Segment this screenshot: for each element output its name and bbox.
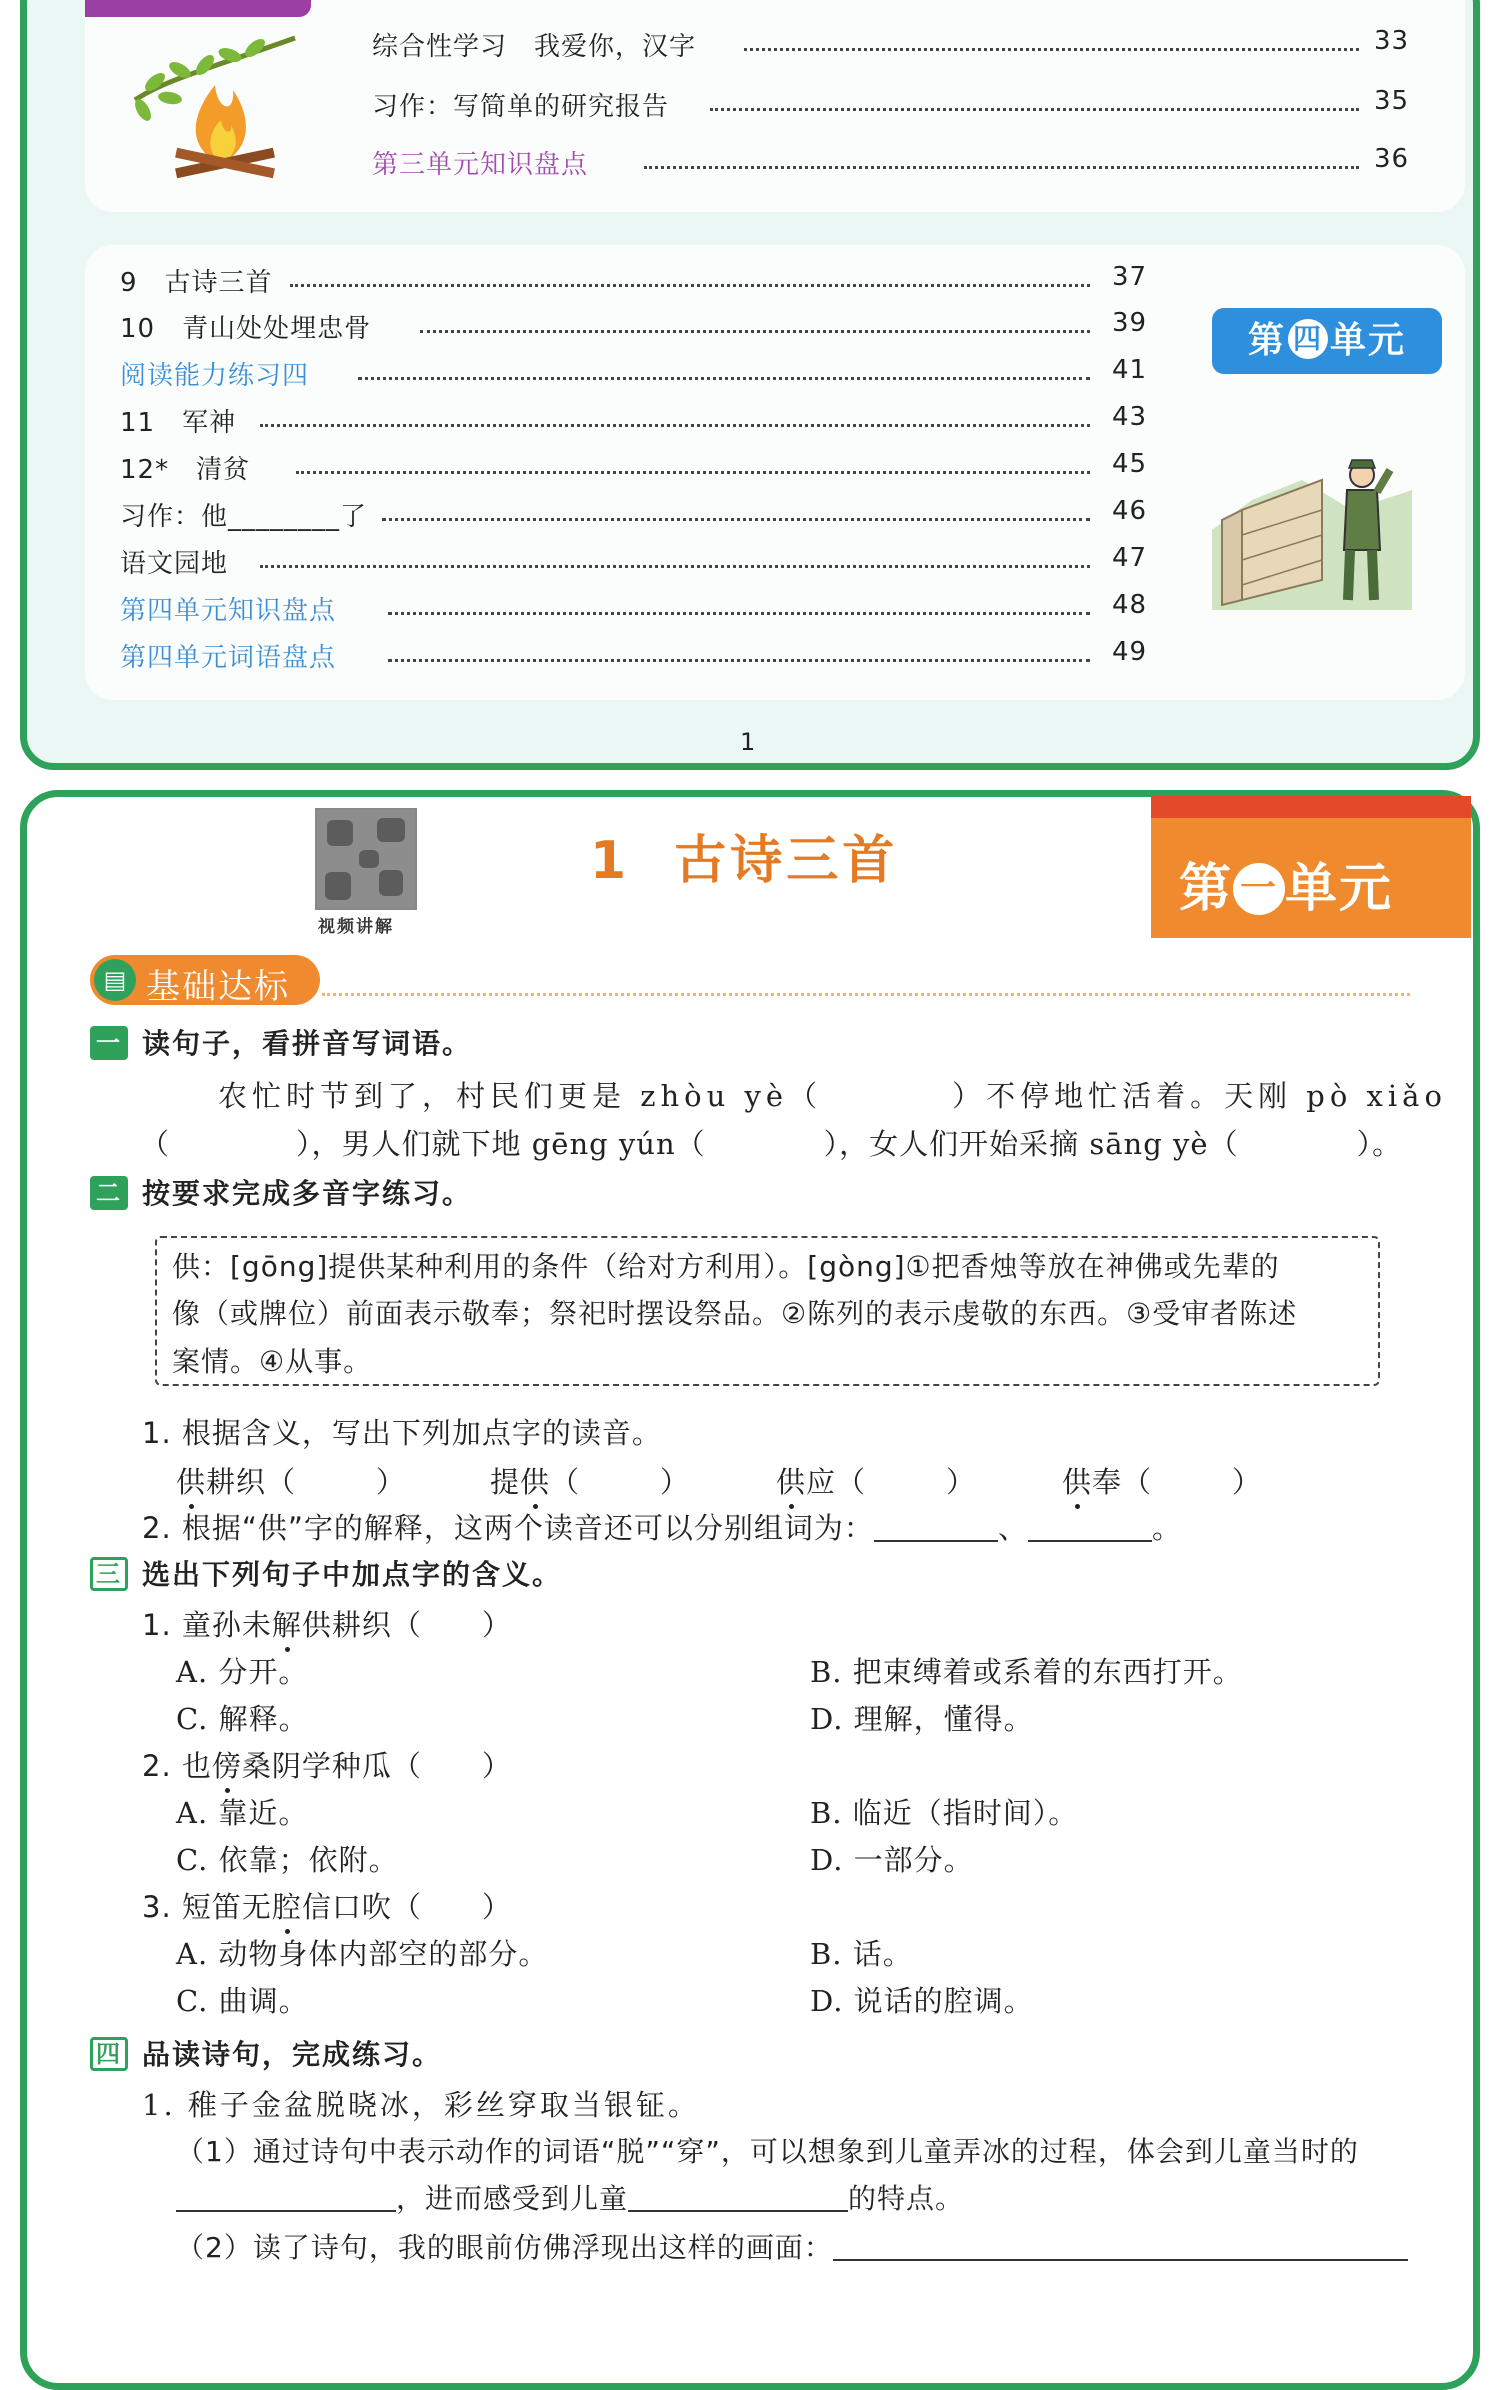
text-segment: 。 xyxy=(1151,1511,1182,1545)
answer-blank[interactable] xyxy=(1028,1540,1152,1542)
sub-question xyxy=(176,2226,1408,2266)
choice-option[interactable]: B. 话。 xyxy=(810,1937,913,1971)
answer-blank[interactable] xyxy=(833,2259,1408,2261)
answer-blank[interactable] xyxy=(628,2210,848,2212)
choice-option[interactable]: D. 理解，懂得。 xyxy=(810,1702,1034,1736)
badge-text xyxy=(1179,846,1393,921)
choice-option[interactable]: D. 说话的腔调。 xyxy=(810,1984,1034,2018)
lesson-number: 1 xyxy=(590,831,631,891)
answer-blank[interactable] xyxy=(176,2210,396,2212)
toc-leader-dots xyxy=(382,518,1090,521)
toc-page-number: 37 xyxy=(1112,262,1148,292)
toc-leader-dots xyxy=(644,166,1359,169)
choice-option[interactable]: C. 依靠；依附。 xyxy=(176,1843,399,1877)
text-segment: （2）读了诗句，我的眼前仿佛浮现出这样的画面： xyxy=(176,2231,833,2264)
soldier-great-wall-illustration xyxy=(1212,440,1412,610)
text-segment: 、 xyxy=(997,1511,1028,1545)
question-heading xyxy=(90,1022,472,1062)
toc-title: 习作：他________了 xyxy=(120,502,368,532)
toc-row[interactable] xyxy=(372,144,1412,184)
toc-title: 阅读能力练习四 xyxy=(120,361,310,391)
choice-stem xyxy=(142,1885,512,1926)
question-heading xyxy=(90,1172,472,1212)
dotted-char: 供 xyxy=(520,1465,551,1499)
section-tab xyxy=(90,955,320,1005)
question-text: 选出下列句子中加点字的含义。 xyxy=(142,1558,563,1591)
toc-page-number: 46 xyxy=(1112,496,1148,526)
toc-row[interactable] xyxy=(120,262,1150,302)
question-number: 二 xyxy=(90,1176,128,1210)
text-segment: ） xyxy=(660,1465,691,1499)
text-segment: 奉（ xyxy=(1092,1465,1153,1499)
text-segment: ）不停地忙活着。天刚 pò xiǎo xyxy=(952,1079,1447,1113)
toc-title: 语文园地 xyxy=(120,549,229,579)
text-segment: 农忙时节到了，村民们更是 zhòu yè（ xyxy=(218,1079,823,1113)
document-icon: ▤ xyxy=(94,959,136,1001)
toc-page-number: 41 xyxy=(1112,355,1148,385)
pronunciation-item xyxy=(490,1460,690,1501)
text-segment: 2. 根据“供”字的解释，这两个读音还可以分别组词为： xyxy=(142,1511,874,1545)
text-segment: ） xyxy=(376,1465,407,1499)
text-segment: （ xyxy=(140,1127,171,1161)
q1-line-2 xyxy=(140,1122,1402,1163)
text-segment: ） xyxy=(946,1465,977,1499)
text-segment: ），女人们开始采摘 sāng yè（ xyxy=(823,1127,1239,1161)
badge-text-post: 单元 xyxy=(1285,859,1394,919)
toc-leader-dots xyxy=(358,377,1090,380)
poem-line: 1. 稚子金盆脱晓冰，彩丝穿取当银钲。 xyxy=(142,2088,700,2122)
badge-number: 一 xyxy=(1233,863,1285,915)
toc-row[interactable] xyxy=(372,26,1412,66)
toc-row[interactable] xyxy=(120,308,1150,348)
lesson-title xyxy=(590,818,898,893)
definition-line: 案情。④从事。 xyxy=(172,1345,373,1378)
toc-page-number: 33 xyxy=(1374,26,1410,56)
badge-number: 四 xyxy=(1288,319,1328,359)
badge-text-post: 单元 xyxy=(1330,320,1407,361)
text-segment: 2. 也 xyxy=(142,1749,212,1783)
dotted-char: 供 xyxy=(776,1465,807,1499)
text-segment: （ xyxy=(550,1465,581,1499)
question-number: 一 xyxy=(90,1026,128,1060)
text-segment: 应（ xyxy=(806,1465,867,1499)
choice-option[interactable]: B. 把束缚着或系着的东西打开。 xyxy=(810,1655,1243,1689)
toc-row[interactable] xyxy=(120,496,1150,536)
text-segment: 的特点。 xyxy=(848,2182,965,2215)
definition-line: 像（或牌位）前面表示敬奉；祭祀时摆设祭品。②陈列的表示虔敬的东西。③受审者陈述 xyxy=(172,1297,1298,1330)
sub-question xyxy=(142,1506,1182,1547)
toc-title: 12* 清贫 xyxy=(120,455,251,485)
unit4-badge xyxy=(1212,308,1442,374)
choice-stem xyxy=(142,1744,512,1785)
text-segment: ，进而感受到儿童 xyxy=(396,2182,629,2215)
toc-leader-dots xyxy=(296,471,1090,474)
toc-title: 11 军神 xyxy=(120,408,237,438)
toc-page-number: 47 xyxy=(1112,543,1148,573)
answer-blank[interactable] xyxy=(874,1540,998,1542)
toc-title: 10 青山处处埋忠骨 xyxy=(120,314,372,344)
toc-leader-dots xyxy=(420,330,1090,333)
toc-leader-dots xyxy=(710,108,1359,111)
choice-option[interactable]: A. 分开。 xyxy=(176,1655,309,1689)
text-segment: 1. 童孙未 xyxy=(142,1608,272,1642)
toc-page-number: 39 xyxy=(1112,308,1148,338)
unit3-tab xyxy=(85,0,311,17)
toc-title: 第四单元词语盘点 xyxy=(120,643,337,673)
pronunciation-item xyxy=(176,1460,406,1501)
question-text: 按要求完成多音字练习。 xyxy=(142,1177,473,1210)
text-segment: 供耕织（ ） xyxy=(301,1608,512,1642)
toc-title: 综合性学习 我爱你，汉字 xyxy=(372,32,697,62)
choice-stem xyxy=(142,1603,512,1644)
toc-row[interactable] xyxy=(120,543,1150,583)
toc-title: 第三单元知识盘点 xyxy=(372,150,589,180)
toc-title: 第四单元知识盘点 xyxy=(120,596,337,626)
toc-row[interactable] xyxy=(120,637,1150,677)
badge-text-pre: 第 xyxy=(1247,320,1286,361)
text-segment: 耕织（ xyxy=(206,1465,297,1499)
qr-caption: 视频讲解 xyxy=(318,917,394,937)
toc-row[interactable] xyxy=(120,449,1150,489)
toc-page-number: 49 xyxy=(1112,637,1148,667)
toc-leader-dots xyxy=(260,424,1090,427)
toc-page-number: 43 xyxy=(1112,402,1148,432)
toc-leader-dots xyxy=(388,659,1090,662)
sub-question: （1）通过诗句中表示动作的词语“脱”“穿”，可以想象到儿童弄冰的过程，体会到儿童当时的 xyxy=(176,2135,1359,2168)
dotted-char: 腔 xyxy=(271,1890,302,1924)
sub-question: 1. 根据含义，写出下列加点字的读音。 xyxy=(142,1416,662,1450)
q1-line-1 xyxy=(218,1074,1447,1115)
question-text: 品读诗句，完成练习。 xyxy=(142,2038,443,2071)
toc-row[interactable] xyxy=(120,590,1150,630)
toc-leader-dots xyxy=(744,48,1359,51)
choice-option[interactable]: A. 靠近。 xyxy=(176,1796,309,1830)
toc-page-number: 36 xyxy=(1374,144,1410,174)
toc-leader-dots xyxy=(388,612,1090,615)
text-segment: ）。 xyxy=(1356,1127,1403,1161)
question-text: 读句子，看拼音写词语。 xyxy=(142,1027,473,1060)
choice-option[interactable]: A. 动物身体内部空的部分。 xyxy=(176,1937,549,1971)
dotted-char: 解 xyxy=(271,1608,302,1642)
choice-option[interactable]: C. 解释。 xyxy=(176,1702,309,1736)
toc-row[interactable] xyxy=(120,355,1150,395)
text-segment: 提 xyxy=(490,1465,521,1499)
section-label: 基础达标 xyxy=(146,967,290,1007)
text-segment: ），男人们就下地 gēng yún（ xyxy=(296,1127,706,1161)
toc-row[interactable] xyxy=(120,402,1150,442)
toc-page-number: 45 xyxy=(1112,449,1148,479)
lesson-title-text: 古诗三首 xyxy=(674,831,899,891)
toc-leader-dots xyxy=(290,284,1090,287)
page-number: 1 xyxy=(740,728,756,756)
dotted-char: 供 xyxy=(1062,1465,1093,1499)
toc-page-number: 48 xyxy=(1112,590,1148,620)
text-segment: 3. 短笛无 xyxy=(142,1890,272,1924)
text-segment: 信口吹（ ） xyxy=(301,1890,512,1924)
toc-title: 习作：写简单的研究报告 xyxy=(372,92,670,122)
qr-code[interactable] xyxy=(315,808,417,910)
text-segment: 桑阴学种瓜（ ） xyxy=(241,1749,512,1783)
badge-stripe xyxy=(1151,796,1471,818)
text-segment: ） xyxy=(1232,1465,1263,1499)
toc-page-number: 35 xyxy=(1374,86,1410,116)
campfire-illustration xyxy=(125,30,300,180)
definition-line: 供：[gōng]提供某种利用的条件（给对方利用）。[gòng]①把香烛等放在神佛或先辈的 xyxy=(172,1250,1280,1283)
badge-text-pre: 第 xyxy=(1179,859,1234,919)
toc-title: 9 古诗三首 xyxy=(120,268,273,298)
sub-question-continued xyxy=(176,2177,964,2217)
choice-option[interactable]: D. 一部分。 xyxy=(810,1843,974,1877)
toc-row[interactable] xyxy=(372,86,1412,126)
pronunciation-item xyxy=(1062,1460,1262,1501)
question-heading xyxy=(90,1553,562,1593)
question-number: 三 xyxy=(90,1557,128,1591)
section-divider xyxy=(322,993,1410,996)
question-number: 四 xyxy=(90,2037,128,2071)
choice-option[interactable]: B. 临近（指时间）。 xyxy=(810,1796,1079,1830)
unit1-badge xyxy=(1151,796,1471,938)
dotted-char: 傍 xyxy=(211,1749,242,1783)
toc-leader-dots xyxy=(260,565,1090,568)
dotted-char: 供 xyxy=(176,1465,207,1499)
pronunciation-item xyxy=(776,1460,976,1501)
question-heading xyxy=(90,2033,442,2073)
choice-option[interactable]: C. 曲调。 xyxy=(176,1984,309,2018)
